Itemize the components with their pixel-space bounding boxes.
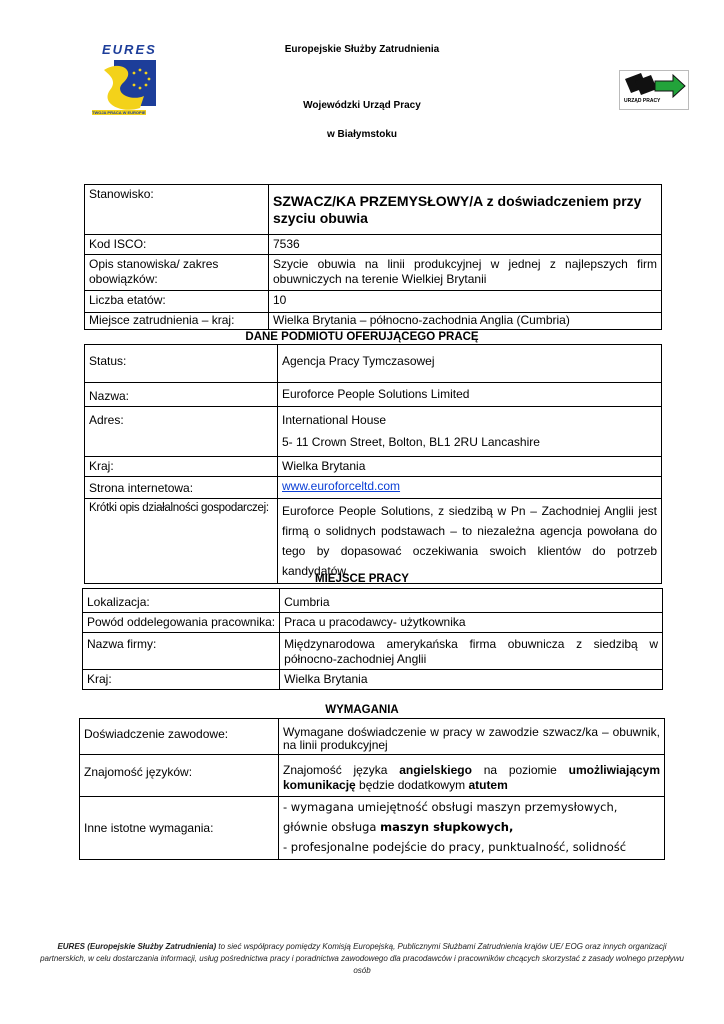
table-row — [85, 499, 662, 584]
position-table — [84, 184, 662, 330]
table-row — [85, 477, 662, 499]
other-req-line1 — [283, 797, 660, 837]
other-req-line1-bold: maszyn słupkowych, — [380, 820, 514, 834]
employer-section-title: DANE PODMIOTU OFERUJĄCEGO PRACĘ — [245, 331, 479, 343]
isco-value: 7536 — [269, 235, 662, 255]
website-label: Strona internetowa: — [85, 477, 278, 499]
location-label: Lokalizacja: — [83, 589, 280, 613]
lang-text-6: atutem — [468, 778, 508, 792]
table-row — [83, 670, 663, 690]
business-desc-value: Euroforce People Solutions, z siedzibą w Pn – Zachodniej Anglii jest firmą o solidnych podstawach – to niezależna agencja powołana do tego by dopasować oczekiwania swoich klientów do potrzeb kandydatów. — [278, 499, 662, 584]
company-name-label: Nazwa firmy: — [83, 633, 280, 670]
name-label: Nazwa: — [85, 383, 278, 407]
business-desc-label: Krótki opis działalności gospodarczej: — [85, 499, 278, 584]
workplace-country-label-2: Kraj: — [83, 670, 280, 690]
footer-note — [40, 941, 684, 977]
other-req-line1-text: - wymagana umiejętność obsługi maszyn przemysłowych, głównie obsługa — [283, 800, 618, 834]
other-requirements-label: Inne istotne wymagania: — [80, 797, 279, 860]
employer-table — [84, 344, 662, 584]
wup-logo — [619, 70, 689, 110]
table-row — [85, 407, 662, 457]
footer-text: to sieć współpracy pomiędzy Komisją Europejską, Publicznymi Służbami Zatrudnienia krajów UE/ EOG oraz innych organizacji partnerskich, w celu dostarczania informacji, usług pośrednictwa pracy i poradnictwa zawodowego dla pracodawców i pracowników chcących skorzystać z zasady wolnego przepływu osób — [40, 942, 684, 975]
name-value: Euroforce People Solutions Limited — [278, 383, 662, 407]
address-cell — [278, 407, 662, 457]
address-line2: 5- 11 Crown Street, Bolton, BL1 2RU Lancashire — [282, 435, 540, 449]
table-row — [85, 345, 662, 383]
workplace-country-value: Wielka Brytania – północno-zachodnia Anglia (Cumbria) — [269, 313, 662, 330]
requirements-section-title: WYMAGANIA — [325, 704, 399, 716]
website-link[interactable]: www.euroforceltd.com — [282, 479, 401, 493]
table-row — [80, 755, 665, 797]
footer-bold: EURES (Europejskie Służby Zatrudnienia) — [57, 942, 217, 951]
lang-text-2: angielskiego — [399, 763, 472, 777]
positions-count-label: Liczba etatów: — [85, 291, 269, 313]
country-value: Wielka Brytania — [278, 457, 662, 477]
arrow-logo-icon — [621, 73, 687, 99]
requirements-table — [79, 718, 665, 860]
workplace-country-value-2: Wielka Brytania — [280, 670, 663, 690]
table-row — [85, 383, 662, 407]
positions-count-value: 10 — [269, 291, 662, 313]
workplace-section-title: MIEJSCE PRACY — [315, 573, 409, 585]
website-cell — [278, 477, 662, 499]
description-value: Szycie obuwia na linii produkcyjnej w jednej z najlepszych firm obuwniczych na terenie Wielkiej Brytanii — [269, 255, 662, 291]
table-row — [85, 457, 662, 477]
address-line1: International House — [282, 413, 387, 427]
table-row — [83, 633, 663, 670]
experience-label: Doświadczenie zawodowe: — [80, 719, 279, 755]
description-label: Opis stanowiska/ zakres obowiązków: — [85, 255, 269, 291]
status-label: Status: — [85, 345, 278, 383]
header-line1: Europejskie Służby Zatrudnienia — [284, 44, 440, 55]
header-line3: w Białymstoku — [326, 129, 398, 140]
lang-text-5: będzie dodatkowym — [355, 778, 469, 792]
eures-logo-subtext: TWOJA PRACA W EUROPIE — [92, 110, 146, 115]
status-value: Agencja Pracy Tymczasowej — [278, 345, 662, 383]
table-row — [85, 235, 662, 255]
lang-text-3: na poziomie — [471, 763, 569, 777]
delegation-reason-value: Praca u pracodawcy- użytkownika — [280, 613, 663, 633]
workplace-table — [82, 588, 663, 690]
location-value: Cumbria — [280, 589, 663, 613]
workplace-country-label: Miejsce zatrudnienia – kraj: — [85, 313, 269, 330]
languages-value — [279, 755, 665, 797]
table-row — [80, 797, 665, 860]
table-row — [85, 291, 662, 313]
table-row — [80, 719, 665, 755]
table-row — [85, 255, 662, 291]
address-label: Adres: — [85, 407, 278, 457]
table-row — [85, 313, 662, 330]
header-line2: Wojewódzki Urząd Pracy — [303, 100, 421, 111]
table-row — [83, 589, 663, 613]
eures-logo-text: EURES — [102, 42, 157, 57]
lang-text-4: umożliwiającym komunikację — [283, 763, 661, 792]
wup-logo-text: URZĄD PRACY — [624, 98, 661, 104]
country-label: Kraj: — [85, 457, 278, 477]
table-row — [85, 185, 662, 235]
other-req-line2: - profesjonalne podejście do pracy, punktualność, solidność — [283, 840, 627, 854]
delegation-reason-label: Powód oddelegowania pracownika: — [83, 613, 280, 633]
isco-label: Kod ISCO: — [85, 235, 269, 255]
table-row — [83, 613, 663, 633]
experience-value: Wymagane doświadczenie w pracy w zawodzie szwacz/ka – obuwnik, na linii produkcyjnej — [279, 719, 665, 755]
stanowisko-label: Stanowisko: — [85, 185, 269, 235]
lang-text-1: Znajomość języka — [283, 763, 400, 777]
job-title: SZWACZ/KA PRZEMYSŁOWY/A z doświadczeniem przy szyciu obuwia — [269, 185, 662, 235]
other-requirements-value — [279, 797, 665, 860]
company-name-value: Międzynarodowa amerykańska firma obuwnicza z siedzibą w północno-zachodniej Anglii — [280, 633, 663, 670]
languages-label: Znajomość języków: — [80, 755, 279, 797]
